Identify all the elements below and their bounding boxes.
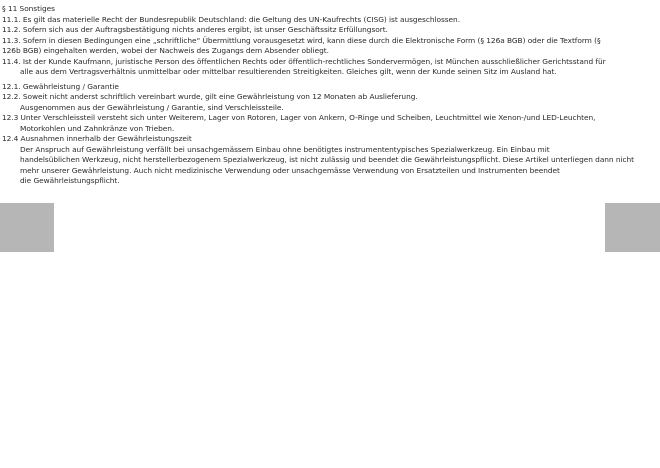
clause-12-4-heading: 12.4 Ausnahmen innerhalb der Gewährleistungszeit: [2, 134, 192, 143]
clause-12-2-line-1: 12.2. Soweit nicht anderst schriftlich vereinbart wurde, gilt eine Gewährleistung von 12 Monaten ab Auslieferung.: [2, 92, 418, 101]
clause-12-1: 12.1. Gewährleistung / Garantie: [2, 81, 119, 91]
left-placeholder-box: [0, 203, 54, 252]
clause-12-4-line-1: Der Anspruch auf Gewährleistung verfällt bei unsachgemässem Einbau ohne benötigtes instrumententypisches Spezialwerkzeug. Ein Einbau mit: [20, 144, 550, 154]
clause-11-3-line-2: 126b BGB) eingehalten werden, wobei der Nachweis des Zugangs dem Absender obliegt.: [2, 46, 329, 55]
terms-document: [2, 4, 642, 187]
right-placeholder-box: [605, 203, 660, 252]
clause-12-3-line-1: 12.3 Unter Verschleissteil versteht sich unter Weiterem, Lager von Rotoren, Lager von Ankern, O-Ringe und Scheiben, Leuchtmittel wie Xenon-/und LED-Leuchten,: [2, 113, 596, 122]
clause-11-2: 11.2. Sofern sich aus der Auftragsbestätigung nichts anderes ergibt, ist unser Geschäftssitz Erfüllungsort.: [2, 25, 388, 34]
clause-12-4-line-2: handelsüblichen Werkzeug, nicht herstellerbezogenem Spezialwerkzeug, ist nicht zulässig und beendet die Gewährleistungspflicht. Diese Artikel unterliegen dann nicht: [20, 155, 634, 164]
clause-11-1: 11.1. Es gilt das materielle Recht der Bundesrepublik Deutschland: die Geltung des UN-Kaufrechts (CISG) ist ausgeschlossen.: [2, 14, 460, 24]
section-11-heading: § 11 Sonstiges: [2, 4, 55, 13]
clause-12-2-line-2: Ausgenommen aus der Gewährleistung / Garantie, sind Verschleissteile.: [20, 102, 284, 112]
clause-11-3-line-1: 11.3. Sofern in diesen Bedingungen eine „schriftliche“ Übermittlung vorausgesetzt wird, kann diese durch die Elektronische Form (§ 126a BGB) oder die Textform (§: [2, 35, 601, 45]
clause-11-4-line-2: alle aus dem Vertragsverhältnis unmittelbar oder mittelbar resultierenden Streitigkeiten. Gleiches gilt, wenn der Kunde seinen Sitz im Ausland hat.: [20, 67, 557, 76]
clause-12-4-line-4: die Gewährleistungspflicht.: [20, 176, 120, 185]
clause-12-3-line-2: Motorkohlen und Zahnkränze von Trieben.: [20, 123, 175, 133]
clause-12-4-line-3: mehr unserer Gewährleistung. Auch nicht medizinische Verwendung oder unsachgemässe Verwendung von Ersatzteilen und Instrumenten beendet: [20, 165, 560, 175]
clause-11-4-line-1: 11.4. Ist der Kunde Kaufmann, juristische Person des öffentlichen Rechts oder öffentlich-rechtliches Sondervermögen, ist München ausschließlicher Gerichtsstand für: [2, 56, 606, 66]
